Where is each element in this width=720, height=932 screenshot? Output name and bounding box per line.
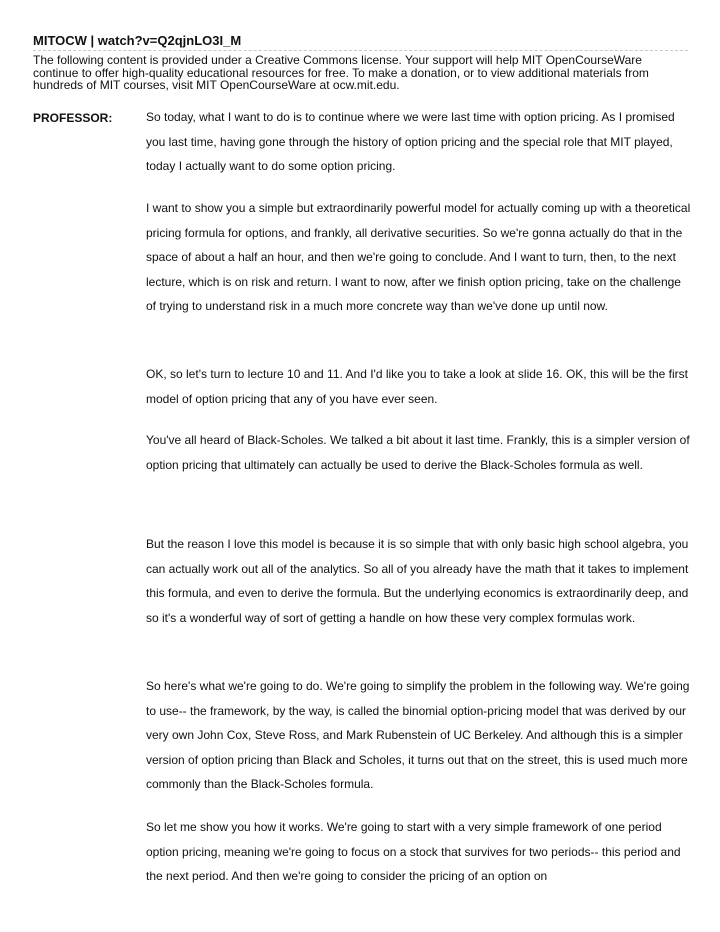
transcript-paragraph: So let me show you how it works. We're going to start with a very simple framework of one period option pricing, meaning we're going to focus on a stock that survives for two periods-- this period and the next period. And then we're going to consider the pricing of an option on xyxy=(146,820,681,883)
document-title: MITOCW | watch?v=Q2qjnLO3I_M xyxy=(33,33,242,48)
title-divider xyxy=(33,50,688,51)
speaker-label: PROFESSOR: xyxy=(33,111,113,125)
license-notice: The following content is provided under a Creative Commons license. Your support will help MIT OpenCourseWare continue to offer high-quality educational resources for free. To make a donation, or to view additional materials from hundreds of MIT courses, visit MIT OpenCourseWare at ocw.mit.edu. xyxy=(33,53,649,92)
transcript-paragraph: I want to show you a simple but extraordinarily powerful model for actually coming up with a theoretical pricing formula for options, and frankly, all derivative securities. So we're gonna actually do that in the space of about a half an hour, and then we're going to conclude. And I want to turn, then, to the next lecture, which is on risk and return. I want to now, after we finish option pricing, take on the challenge of trying to understand risk in a much more concrete way than we've done up until now. xyxy=(146,201,691,313)
transcript-paragraph: OK, so let's turn to lecture 10 and 11. And I'd like you to take a look at slide 16. OK, this will be the first model of option pricing that any of you have ever seen. xyxy=(146,367,688,406)
transcript-paragraph: But the reason I love this model is because it is so simple that with only basic high school algebra, you can actually work out all of the analytics. So all of you already have the math that it takes to implement this formula, and even to derive the formula. But the underlying economics is extraordinarily deep, and so it's a wonderful way of sort of getting a handle on how these very complex formulas work. xyxy=(146,537,689,625)
transcript-paragraph: So here's what we're going to do. We're going to simplify the problem in the following way. We're going to use-- the framework, by the way, is called the binomial option-pricing model that was derived by our very own John Cox, Steve Ross, and Mark Rubenstein of UC Berkeley. And although this is a simpler version of option pricing than Black and Scholes, it turns out that on the street, this is used much more commonly than the Black-Scholes formula. xyxy=(146,679,690,791)
transcript-paragraph: You've all heard of Black-Scholes. We talked a bit about it last time. Frankly, this is a simpler version of option pricing that ultimately can actually be used to derive the Black-Scholes formula as well. xyxy=(146,433,690,472)
transcript-paragraph: So today, what I want to do is to continue where we were last time with option pricing. As I promised you last time, having gone through the history of option pricing and the special role that MIT played, today I actually want to do some option pricing. xyxy=(146,110,675,173)
